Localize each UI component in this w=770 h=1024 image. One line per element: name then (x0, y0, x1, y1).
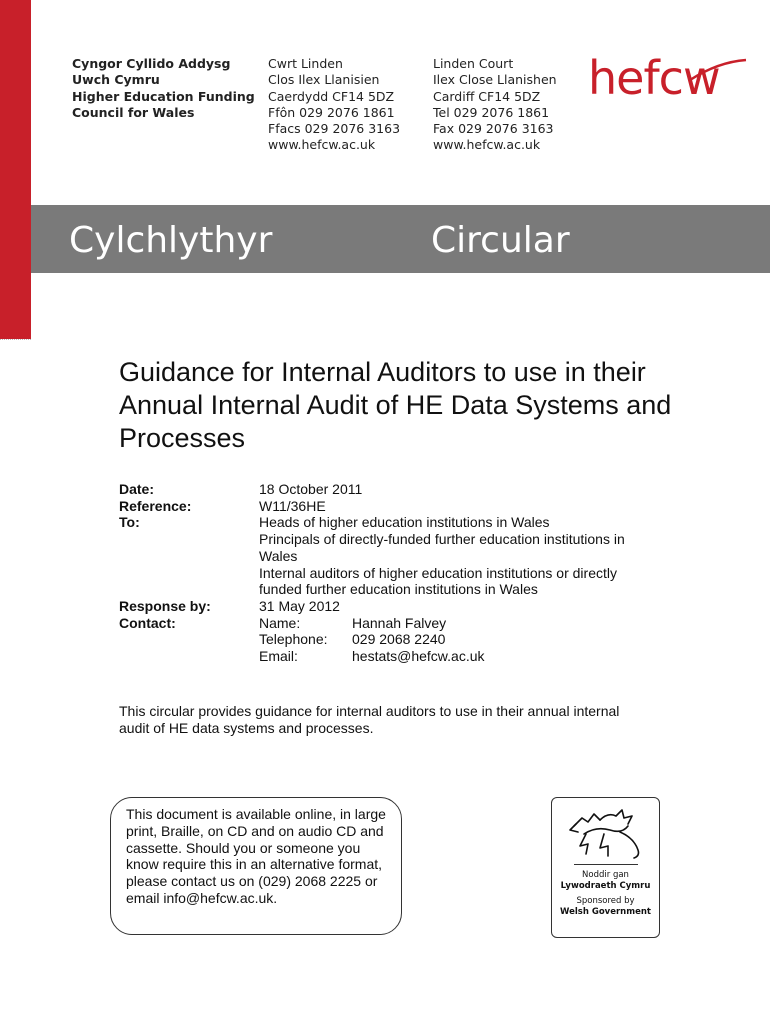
gov-logo-line: Sponsored by (576, 896, 635, 906)
logo-divider (574, 864, 638, 865)
address-line: www.hefcw.ac.uk (433, 137, 541, 153)
banner-welsh-title: Cylchlythyr (69, 220, 273, 261)
banner-english-title: Circular (431, 220, 570, 261)
welsh-dragon-icon (564, 804, 648, 862)
address-line: Caerdydd CF14 5DZ (268, 88, 395, 104)
red-side-bar (0, 0, 31, 339)
circular-details (119, 481, 659, 665)
email-label: Email: (259, 648, 298, 665)
recipient: Heads of higher education institutions in Wales (259, 514, 550, 531)
english-address (433, 56, 557, 154)
name-value: Hannah Falvey (352, 614, 447, 631)
address-line: Cardiff CF14 5DZ (433, 88, 541, 104)
address-line: Ffôn 029 2076 1861 (268, 104, 395, 120)
response-label: Response by: (119, 597, 211, 614)
welsh-org-name (72, 56, 255, 121)
email-value: hestats@hefcw.ac.uk (352, 648, 485, 665)
contact-telephone (259, 631, 659, 648)
side-bar-dotted-edge (0, 339, 31, 340)
gov-logo-line: Welsh Government (560, 907, 651, 917)
reference-value: W11/36HE (259, 497, 326, 514)
date-label: Date: (119, 481, 155, 497)
gov-logo-line: Noddir gan (582, 870, 629, 880)
address-line: Ffacs 029 2076 3163 (268, 121, 401, 137)
address-line: Higher Education Funding (72, 88, 255, 104)
date-row (119, 481, 659, 498)
contact-row (119, 615, 659, 665)
address-line: Uwch Cymru (72, 72, 160, 88)
intro-paragraph: This circular provides guidance for internal auditors to use in their annual internal audit of HE data systems and processes. (119, 703, 620, 736)
telephone-value: 029 2068 2240 (352, 631, 446, 648)
hefcw-logo (588, 48, 748, 108)
address-line: Linden Court (433, 56, 514, 71)
reference-row (119, 498, 659, 515)
address-line: Clos Ilex Llanisien (268, 72, 380, 88)
accessibility-notice: This document is available online, in large print, Braille, on CD and on audio CD and cassette. Should you or someone you know require this in an alternative format, please contact us on (029) 2068 2225 or email info@hefcw.ac.uk. (110, 797, 402, 935)
to-label: To: (119, 514, 140, 531)
document-title: Guidance for Internal Auditors to use in their Annual Internal Audit of HE Data Systems and Processes (119, 357, 672, 453)
contact-email (259, 648, 659, 665)
recipient: Principals of directly-funded further education institutions in Wales (259, 531, 625, 564)
address-line: Council for Wales (72, 104, 195, 120)
response-value: 31 May 2012 (259, 597, 340, 614)
logo-swoosh-icon (688, 58, 748, 88)
name-label: Name: (259, 614, 301, 631)
to-row (119, 514, 659, 598)
telephone-label: Telephone: (259, 631, 328, 648)
address-line: Tel 029 2076 1861 (433, 104, 550, 120)
welsh-address (268, 56, 400, 154)
recipient: Internal auditors of higher education institutions or directly funded further education institutions in Wales (259, 564, 617, 598)
logo-text: hefcw (588, 51, 720, 105)
circular-banner (31, 205, 770, 273)
address-line: www.hefcw.ac.uk (268, 137, 376, 153)
gov-logo-line: Lywodraeth Cymru (560, 881, 651, 891)
reference-label: Reference: (119, 497, 192, 514)
address-line: Ilex Close Llanishen (433, 72, 557, 88)
address-line: Fax 029 2076 3163 (433, 121, 554, 137)
response-row (119, 598, 659, 615)
welsh-government-logo (551, 797, 660, 938)
address-line: Cwrt Linden (268, 56, 343, 71)
address-line: Cyngor Cyllido Addysg (72, 56, 231, 71)
contact-label: Contact: (119, 614, 176, 631)
contact-name (259, 615, 659, 632)
date-value: 18 October 2011 (259, 481, 363, 497)
